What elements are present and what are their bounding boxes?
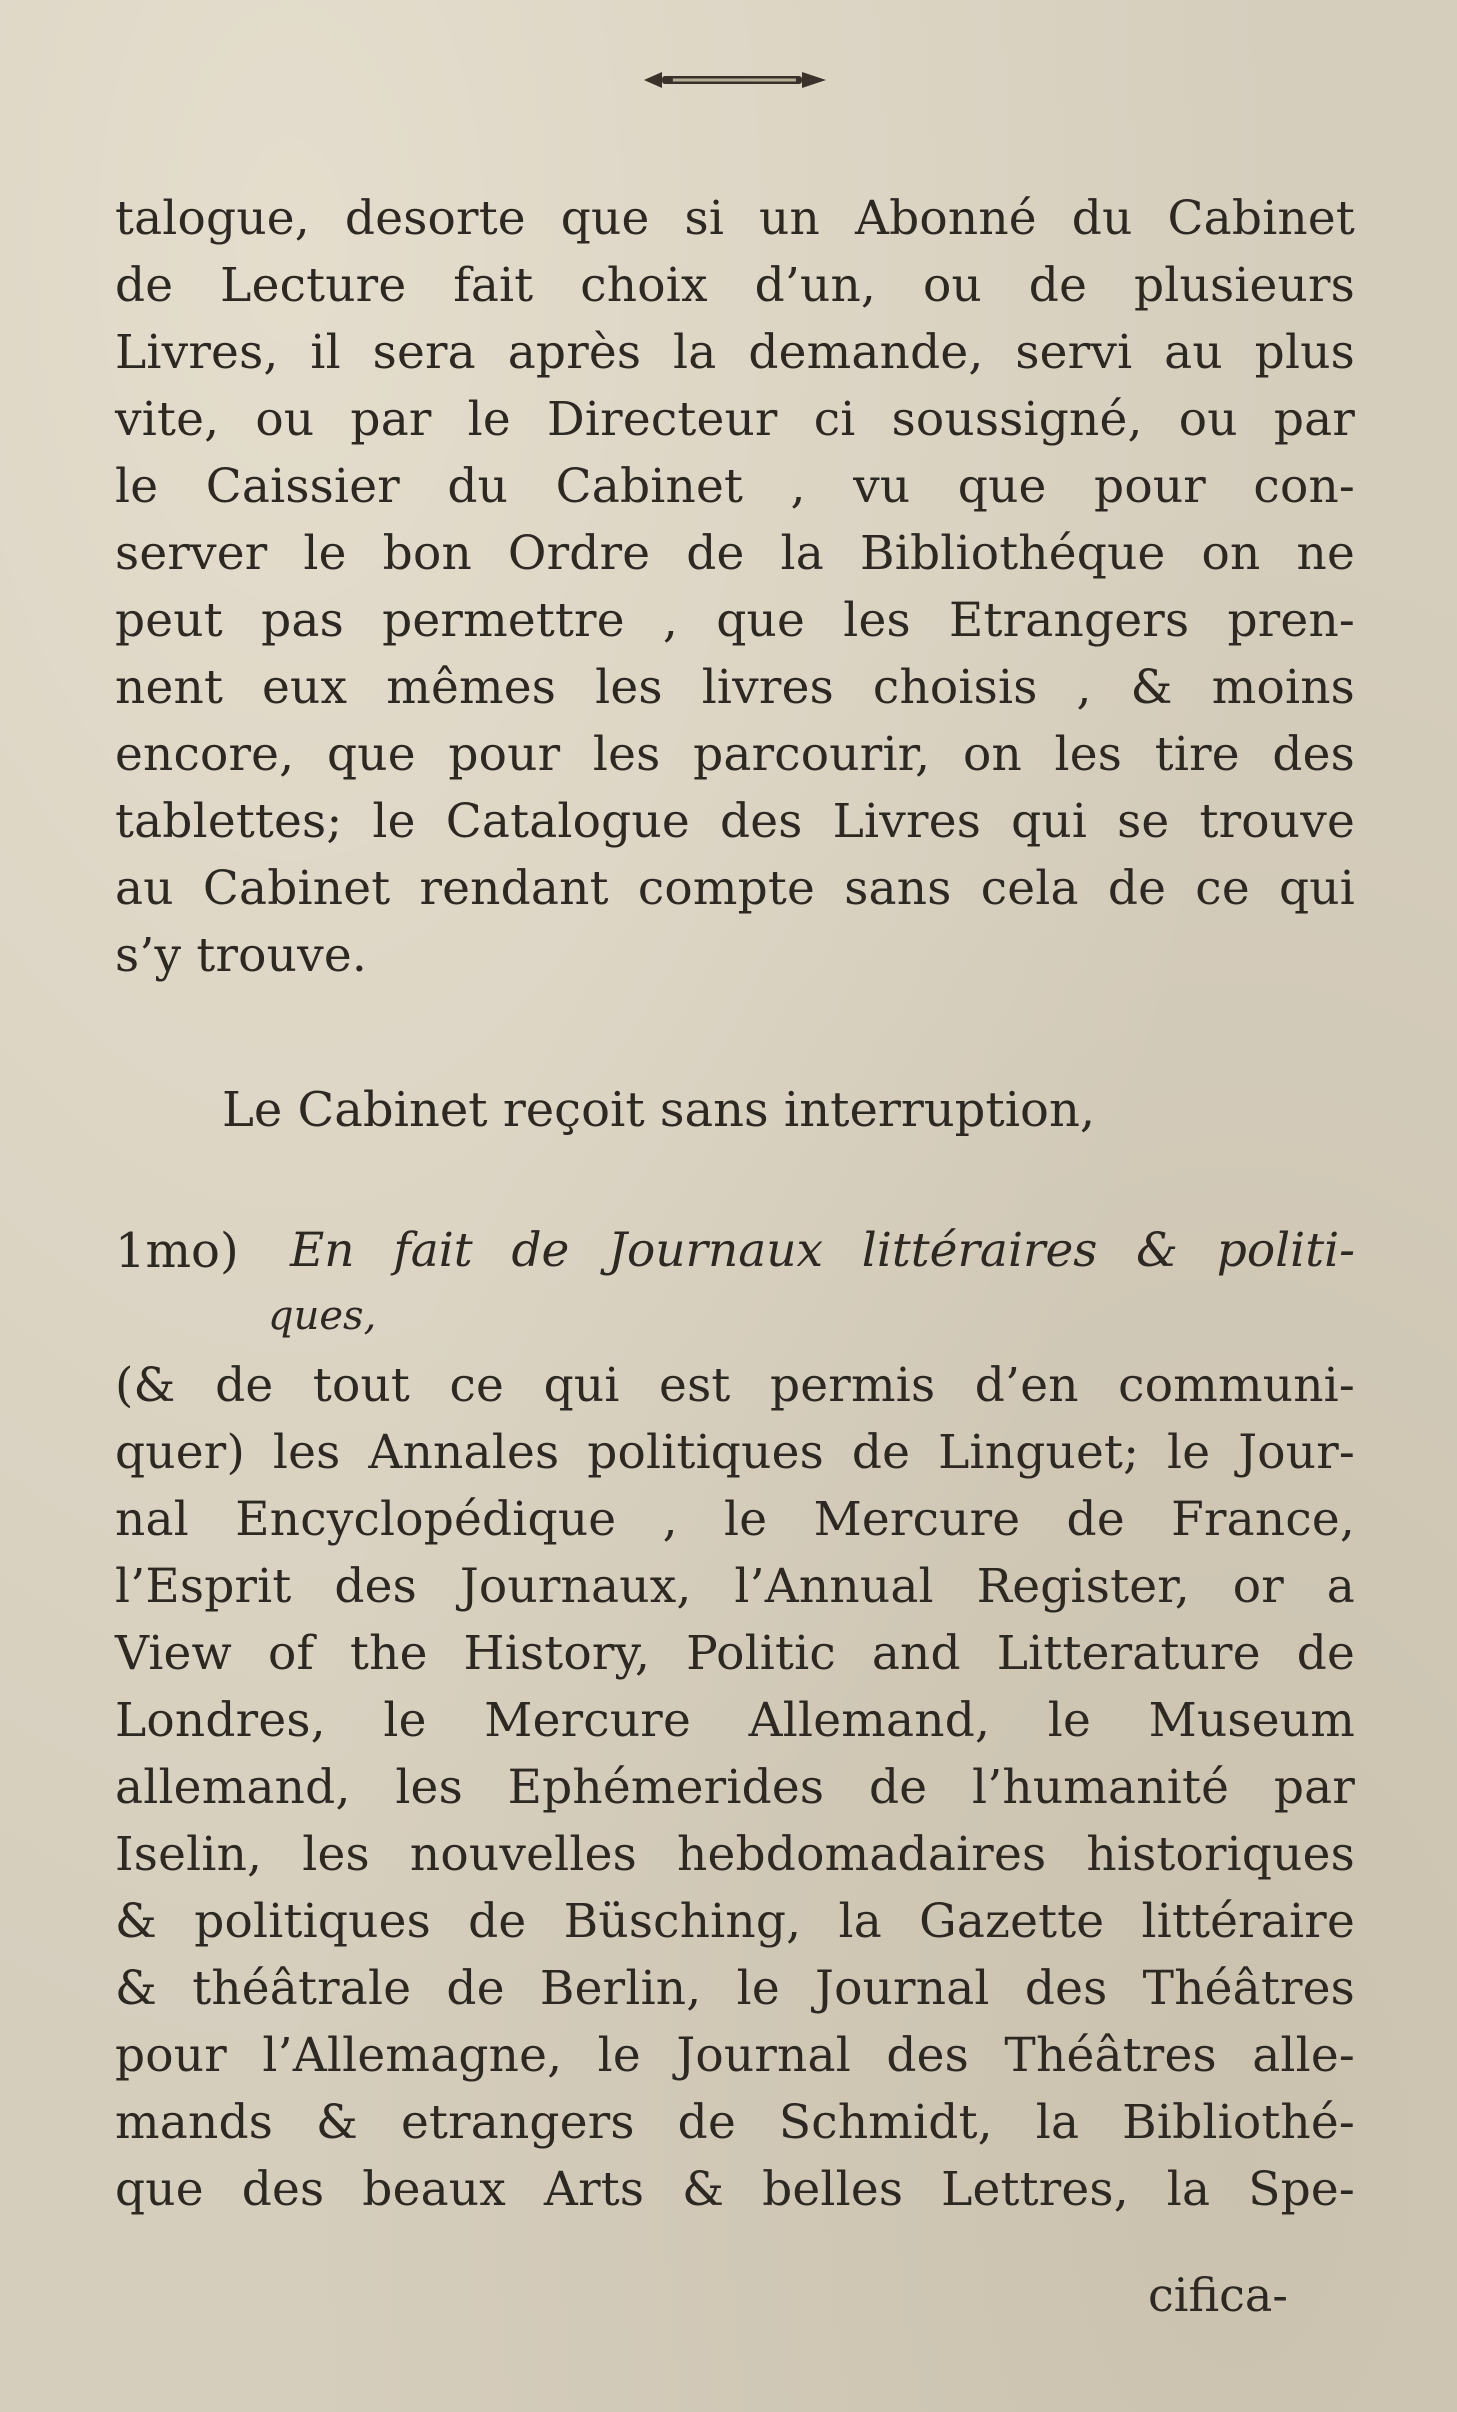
paragraph-2 bbox=[115, 1352, 1355, 2223]
text-line: s’y trouve. bbox=[115, 928, 367, 983]
text-line: Iselin, les nouvelles hebdomadaires historiques bbox=[115, 1827, 1355, 1882]
text-line: tablettes; le Catalogue des Livres qui se trouve bbox=[115, 794, 1355, 849]
text-line: pour l’Allemagne, le Journal des Théâtres alle- bbox=[115, 2028, 1355, 2083]
section-title-continuation: ques, bbox=[268, 1293, 377, 1339]
text-line: & théâtrale de Berlin, le Journal des Théâtres bbox=[115, 1961, 1355, 2016]
section-heading: Le Cabinet reçoit sans interruption, bbox=[222, 1082, 1096, 1138]
text-line: mands & etrangers de Schmidt, la Bibliothé- bbox=[115, 2095, 1355, 2150]
section-title: En fait de Journaux littéraires & politi- bbox=[290, 1223, 1355, 1278]
text-line: que des beaux Arts & belles Lettres, la Spe- bbox=[115, 2162, 1355, 2217]
text-line: encore, que pour les parcourir, on les tire des bbox=[115, 727, 1355, 782]
text-line: l’Esprit des Journaux, l’Annual Register, or a bbox=[115, 1559, 1355, 1614]
text-line: Londres, le Mercure Allemand, le Museum bbox=[115, 1693, 1355, 1748]
text-line: talogue, desorte que si un Abonné du Cabinet bbox=[115, 191, 1355, 246]
text-line: nal Encyclopédique , le Mercure de France, bbox=[115, 1492, 1355, 1547]
text-line: View of the History, Politic and Litterature de bbox=[115, 1626, 1355, 1681]
text-line: (& de tout ce qui est permis d’en communi- bbox=[115, 1358, 1355, 1413]
paragraph-1 bbox=[115, 185, 1355, 989]
section-number: 1mo) bbox=[115, 1223, 239, 1279]
text-line: au Cabinet rendant compte sans cela de ce qui bbox=[115, 861, 1355, 916]
catchword: cifica- bbox=[1148, 2268, 1288, 2322]
text-line: quer) les Annales politiques de Linguet; le Jour- bbox=[115, 1425, 1355, 1480]
ornament-rule-icon bbox=[640, 64, 830, 96]
text-line: server le bon Ordre de la Bibliothéque on ne bbox=[115, 526, 1355, 581]
text-line: Livres, il sera après la demande, servi au plus bbox=[115, 325, 1355, 380]
text-line: le Caissier du Cabinet , vu que pour con- bbox=[115, 459, 1355, 514]
text-line: nent eux mêmes les livres choisis , & moins bbox=[115, 660, 1355, 715]
text-line: vite, ou par le Directeur ci soussigné, ou par bbox=[115, 392, 1355, 447]
text-line: allemand, les Ephémerides de l’humanité par bbox=[115, 1760, 1355, 1815]
text-line: de Lecture fait choix d’un, ou de plusieurs bbox=[115, 258, 1355, 313]
text-line: & politiques de Büsching, la Gazette littéraire bbox=[115, 1894, 1355, 1949]
text-line: peut pas permettre , que les Etrangers pren- bbox=[115, 593, 1355, 648]
